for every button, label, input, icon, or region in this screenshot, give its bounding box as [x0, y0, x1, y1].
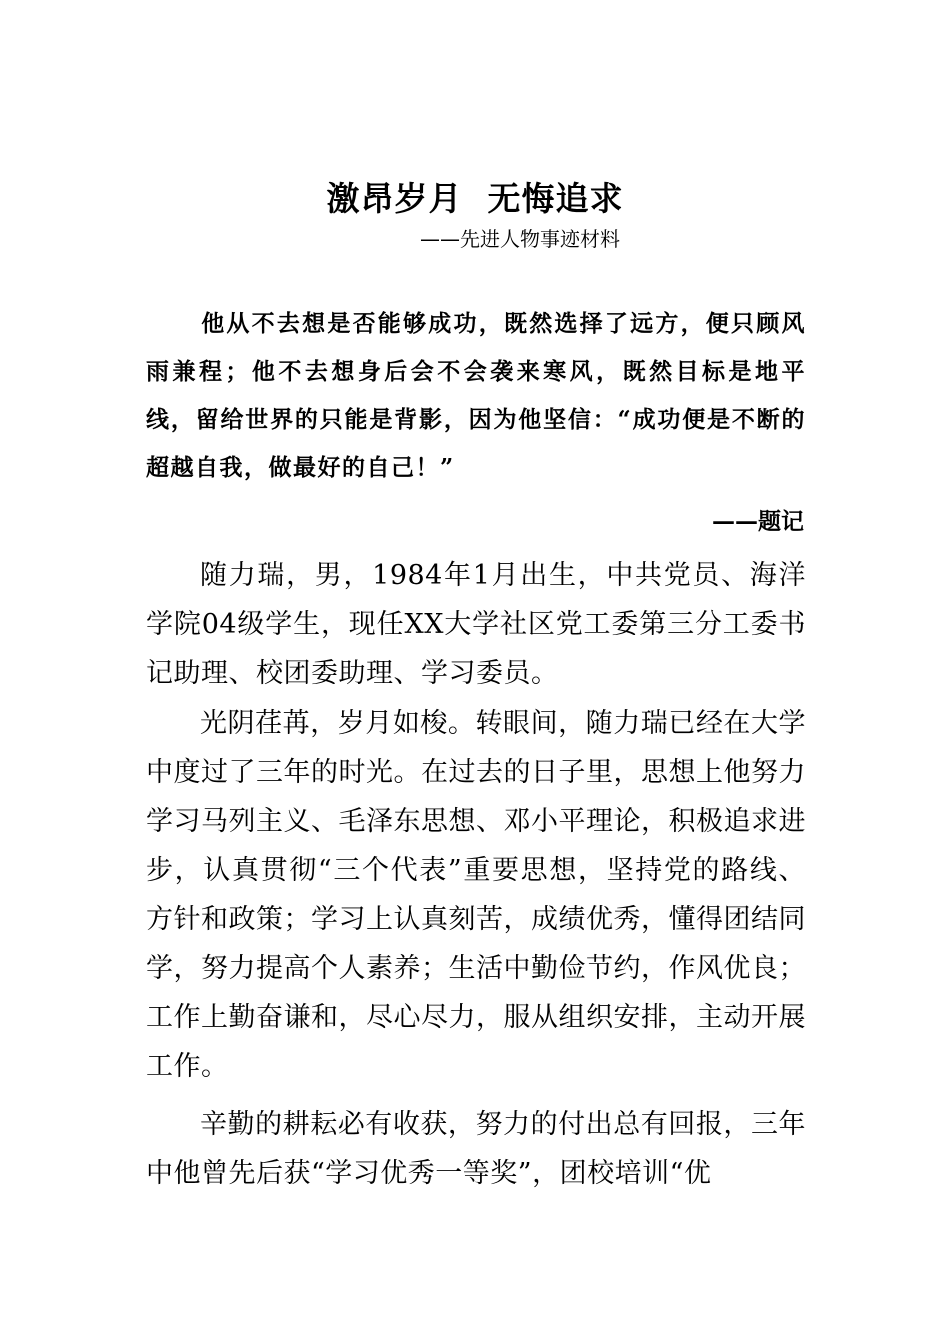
epigraph-signature: ——题记 — [712, 508, 804, 535]
body-paragraph-2: 光阴荏苒，岁月如梭。转眼间，随力瑞已经在大学中度过了三年的时光。在过去的日子里，思想上他努力学习马列主义、毛泽东思想、邓小平理论，积极追求进步，认真贯彻“三个代表”重要思想，坚持党的路线、方针和政策；学习上认真刻苦，成绩优秀，懂得团结同学，努力提高个人素养；生活中勤俭节约，作风优良；工作上勤奋谦和，尽心尽力，服从组织安排，主动开展工作。 — [146, 708, 806, 1082]
document-title: 激昂岁月 无悔追求 — [326, 179, 624, 218]
body-paragraph-3: 辛勤的耕耘必有收获，努力的付出总有回报，三年中他曾先后获“学习优秀一等奖”，团校培训“优 — [146, 1109, 806, 1189]
document-subtitle: ——先进人物事迹材料 — [420, 227, 620, 251]
body-paragraph-1: 随力瑞，男，1984年1月出生，中共党员、海洋学院04级学生，现任XX大学社区党工委第三分工委书记助理、校团委助理、学习委员。 — [146, 560, 806, 689]
epigraph-text: 他从不去想是否能够成功，既然选择了远方，便只顾风雨兼程；他不去想身后会不会袭来寒风，既然目标是地平线，留给世界的只能是背影，因为他坚信：“成功便是不断的超越自我，做最好的自己！” — [146, 310, 806, 481]
